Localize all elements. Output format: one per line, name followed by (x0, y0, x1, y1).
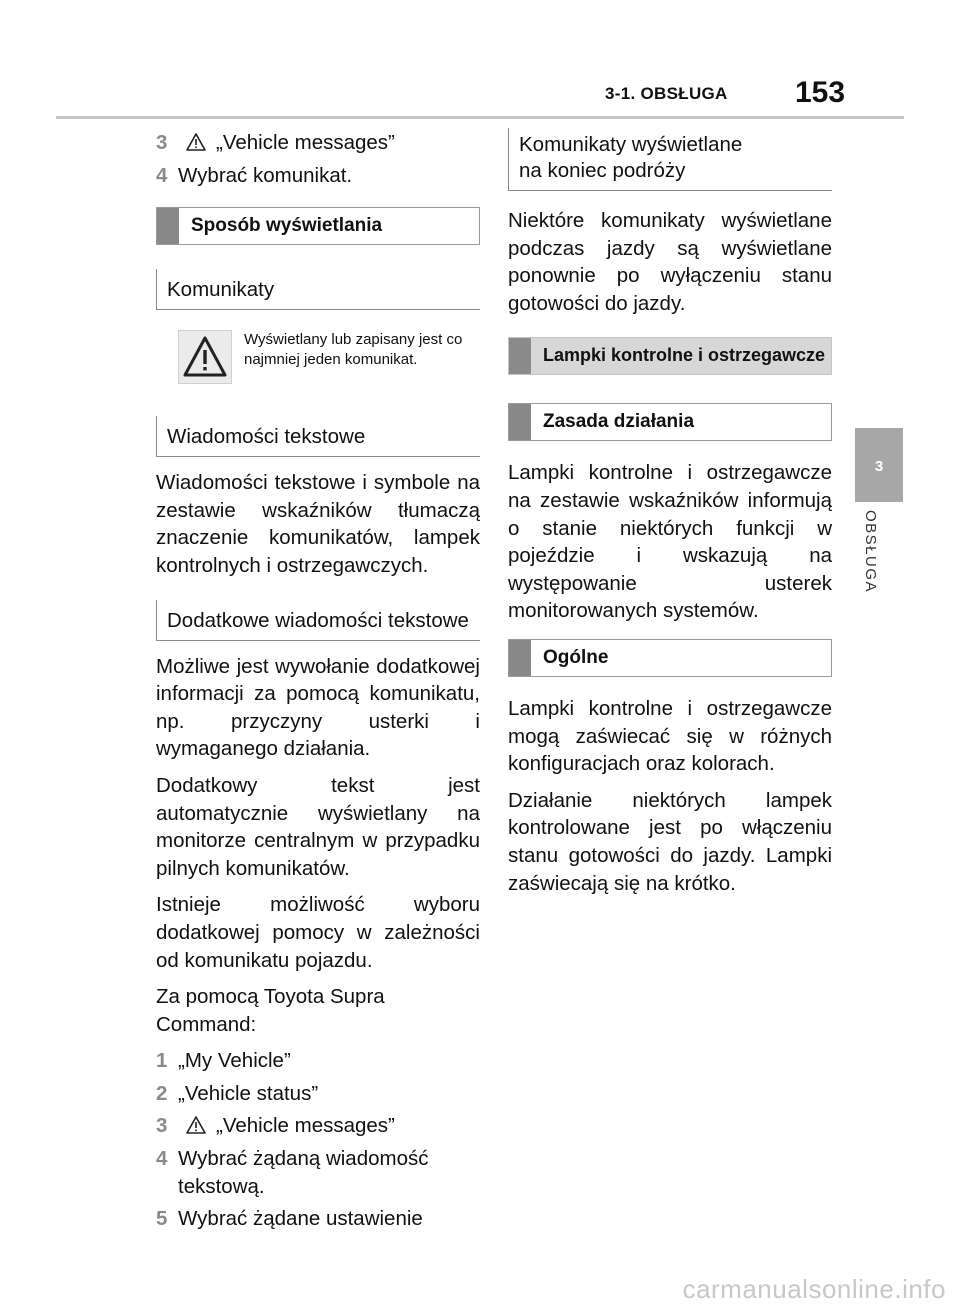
warning-panel-icon (178, 330, 232, 384)
section-heading: Ogólne (543, 646, 609, 668)
section-heading: Zasada działania (543, 411, 695, 433)
step-number: 4 (156, 1147, 168, 1171)
paragraph: Wiadomości tekstowe i symbole na zestawie wskaźników tłumaczą znaczenie komunikatów, lampek kontrolnych i ostrzegawczych. (156, 471, 480, 577)
warning-triangle-icon (179, 331, 231, 383)
chapter-heading-bar (508, 337, 832, 375)
step-item (156, 1047, 480, 1075)
note-block (156, 324, 480, 394)
chapter-heading: Lampki kontrolne i ostrzegawcze (543, 345, 826, 366)
step-item (156, 1205, 480, 1233)
paragraph: Działanie niektórych lampek kontrolowane jest po włączeniu stanu gotowości do jazdy. Lampki zaświecają się na krótko. (508, 788, 832, 895)
step-item (156, 129, 480, 157)
chapter-tab-number: 3 (874, 458, 884, 475)
paragraph: Lampki kontrolne i ostrzegawcze na zestawie wskaźników informują o stanie niektórych funkcji w pojeździe i wskazują na występowanie usterek monitorowanych systemów. (508, 461, 832, 623)
watermark: carmanualsonline.info (682, 1274, 946, 1304)
step-number: 3 (156, 1114, 168, 1138)
left-column (156, 129, 480, 1238)
heading-marker (157, 208, 179, 244)
heading-marker (509, 338, 531, 374)
section-heading-bar (508, 403, 832, 441)
paragraph: Możliwe jest wywołanie dodatkowej informacji za pomocą komunikatu, np. przyczyny usterki i wymaganego działania. (156, 654, 480, 761)
section-heading: Sposób wyświetlania (191, 215, 383, 237)
warning-triangle-icon (186, 133, 206, 151)
step-text: Wybrać komunikat. (178, 163, 353, 187)
step-text: „Vehicle messages” (216, 1114, 395, 1138)
section-heading-bar (508, 639, 832, 677)
step-text: „Vehicle messages” (216, 131, 395, 154)
heading-marker (509, 404, 531, 440)
subsection-heading: Komunikaty wyświetlane na koniec podróży (508, 128, 832, 191)
chapter-tab-label-text: OBSŁUGA (862, 510, 879, 594)
paragraph: Za pomocą Toyota Supra Command: (156, 985, 385, 1036)
step-number: 5 (156, 1207, 168, 1231)
step-text: „My Vehicle” (178, 1049, 291, 1073)
step-number: 2 (156, 1081, 168, 1105)
step-item (156, 1080, 480, 1108)
warning-triangle-icon (186, 1116, 206, 1134)
step-text: „Vehicle status” (178, 1081, 319, 1105)
step-number: 1 (156, 1049, 168, 1073)
paragraph: Niektóre komunikaty wyświetlane podczas jazdy są wyświetlane ponownie po wyłączeniu stanu gotowości do jazdy. (508, 209, 832, 315)
subsection-heading: Dodatkowe wiadomości tekstowe (156, 600, 480, 641)
section-heading-bar (156, 207, 480, 245)
section-title: 3-1. OBSŁUGA (605, 84, 728, 103)
step-number: 4 (156, 163, 168, 187)
note-text: Wyświetlany lub zapisany jest co najmniej jeden komunikat. (244, 331, 463, 369)
heading-marker (509, 640, 531, 676)
step-item (156, 162, 480, 190)
header-divider (56, 116, 904, 119)
page-number: 153 (795, 76, 846, 109)
paragraph: Lampki kontrolne i ostrzegawcze mogą zaświecać się w różnych konfiguracjach oraz kolorach. (508, 696, 832, 776)
subsection-heading: Komunikaty (156, 269, 480, 310)
step-number: 3 (156, 131, 168, 154)
paragraph: Dodatkowy tekst jest automatycznie wyświetlany na monitorze centralnym w przypadku pilnych komunikatów. (156, 773, 480, 880)
subsection-heading: Wiadomości tekstowe (156, 416, 480, 457)
step-item (156, 1112, 480, 1140)
step-text: Wybrać żądaną wiadomość tekstową. (178, 1147, 429, 1198)
paragraph: Istnieje możliwość wyboru dodatkowej pomocy w zależności od komunikatu pojazdu. (156, 893, 480, 972)
step-text: Wybrać żądane ustawienie (178, 1207, 423, 1231)
chapter-tab-label (862, 510, 892, 610)
right-column (508, 128, 832, 906)
step-item (156, 1145, 480, 1200)
